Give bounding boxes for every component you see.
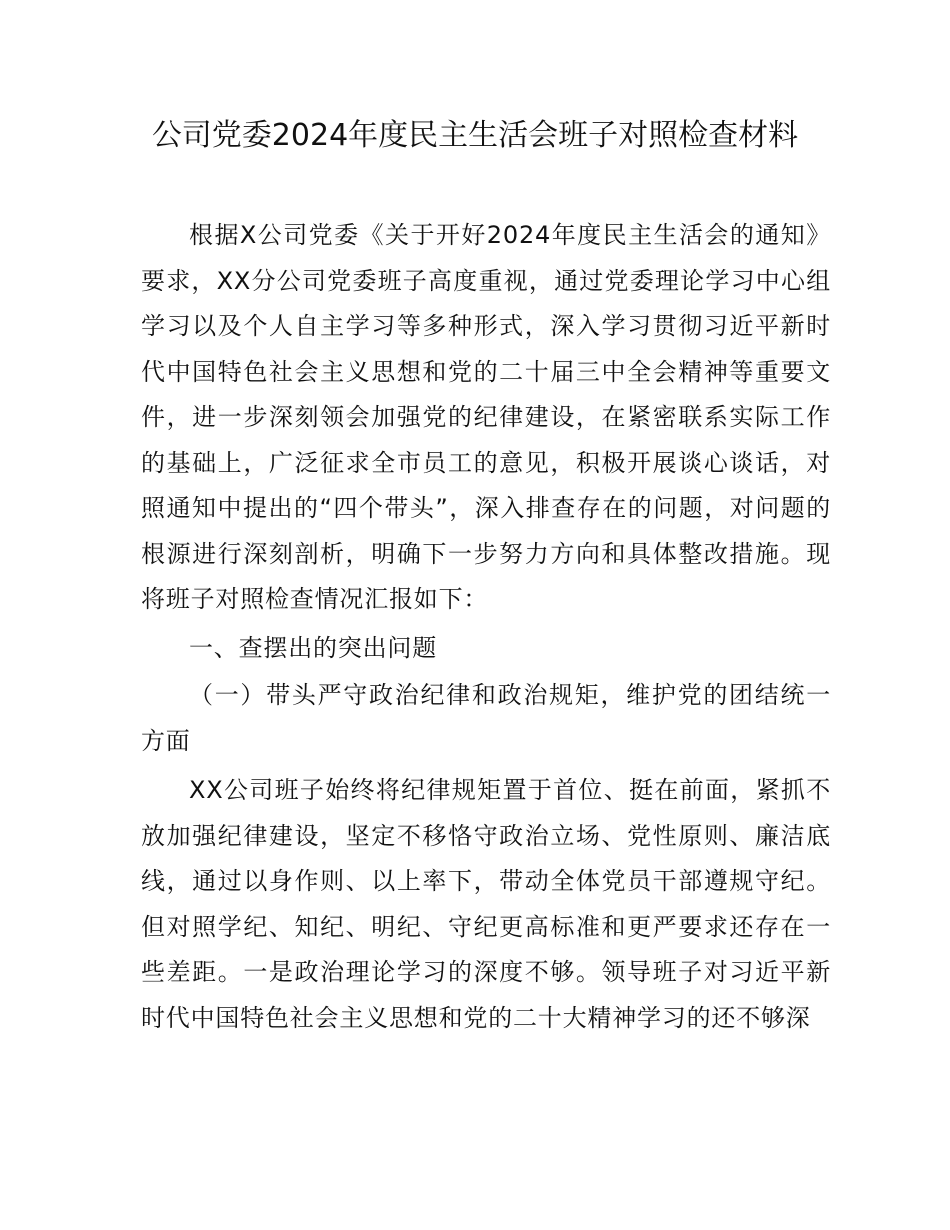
subsection-heading: （一）带头严守政治纪律和政治规矩，维护党的团结统一方面 bbox=[141, 681, 831, 755]
section-heading: 一、查摆出的突出问题 bbox=[189, 633, 437, 662]
document-body bbox=[141, 213, 831, 1041]
intro-paragraph: 根据X公司党委《关于开好2024年度民主生活会的通知》要求，XX分公司党委班子高度重视，通过党委理论学习中心组学习以及个人自主学习等多种形式，深入学习贯彻习近平新时代中国特色社会主义思想和党的二十届三中全会精神等重要文件，进一步深刻领会加强党的纪律建设，在紧密联系实际工作的基础上，广泛征求全市员工的意见，积极开展谈心谈话，对照通知中提出的“四个带头”，深入排查存在的问题，对问题的根源进行深刻剖析，明确下一步努力方向和具体整改措施。现将班子对照检查情况汇报如下： bbox=[141, 221, 831, 613]
document-title: 公司党委2024年度民主生活会班子对照检查材料 bbox=[151, 118, 799, 153]
body-paragraph: XX公司班子始终将纪律规矩置于首位、挺在前面，紧抓不放加强纪律建设，坚定不移恪守政治立场、党性原则、廉洁底线，通过以身作则、以上率下，带动全体党员干部遵规守纪。但对照学纪、知纪、明纪、守纪更高标准和更严要求还存在一些差距。一是政治理论学习的深度不够。领导班子对习近平新时代中国特色社会主义思想和党的二十大精神学习的还不够深 bbox=[141, 776, 831, 1032]
